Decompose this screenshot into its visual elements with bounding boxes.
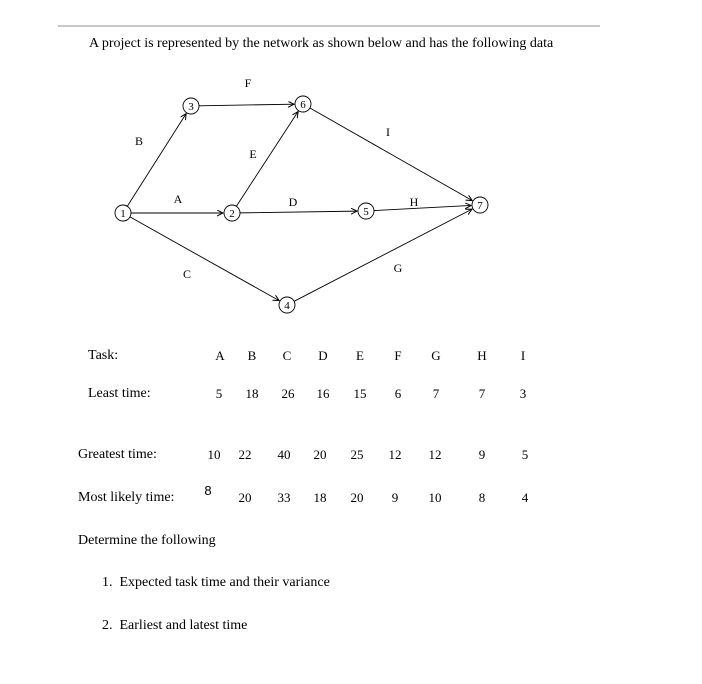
question-2-text: Earliest and latest time <box>119 618 248 633</box>
least-cell-g: 7 <box>432 386 440 401</box>
least-cell-c: 26 <box>281 386 295 401</box>
node-label-3: 3 <box>188 101 194 113</box>
edge-label-h: H <box>409 195 419 209</box>
task-row-label: Task: <box>88 348 119 363</box>
likely-cell-d: 18 <box>313 490 327 505</box>
greatest-cell-b: 22 <box>238 447 252 462</box>
edge-label-f: F <box>244 76 252 90</box>
question-1 <box>102 575 330 591</box>
tasks-cell-i: I <box>520 348 526 363</box>
node-4 <box>279 297 295 313</box>
edge-h <box>374 205 471 210</box>
tasks-cell-f: F <box>394 348 402 363</box>
greatest-cell-c: 40 <box>277 447 291 462</box>
edge-i <box>310 108 472 201</box>
tasks-cell-g: G <box>431 348 441 363</box>
edge-e <box>236 112 298 207</box>
network-diagram <box>0 0 702 330</box>
likely-cell-b: 20 <box>238 490 252 505</box>
edge-label-e: E <box>249 147 257 161</box>
greatest-cell-i: 5 <box>521 447 529 462</box>
edge-d <box>240 211 357 213</box>
tasks-cell-h: H <box>477 348 487 363</box>
greatest-row-label: Greatest time: <box>78 447 157 462</box>
node-6 <box>295 96 311 112</box>
greatest-cell-e: 25 <box>350 447 364 462</box>
edge-label-c: C <box>182 267 192 281</box>
edge-c <box>130 217 279 301</box>
greatest-cell-a: 10 <box>207 447 221 462</box>
likely-cell-g: 10 <box>428 490 442 505</box>
least-row-label: Least time: <box>88 386 151 401</box>
least-cell-d: 16 <box>316 386 330 401</box>
tasks-cell-d: D <box>318 348 328 363</box>
edge-g <box>294 209 472 301</box>
node-3 <box>183 98 199 114</box>
node-7 <box>472 197 488 213</box>
likely-cell-f: 9 <box>391 490 399 505</box>
likely-cell-i: 4 <box>521 490 529 505</box>
least-cell-e: 15 <box>353 386 367 401</box>
edge-f <box>199 104 294 106</box>
likely-cell-a: 8 <box>204 483 212 498</box>
least-cell-i: 3 <box>519 386 527 401</box>
greatest-cell-f: 12 <box>388 447 402 462</box>
edge-label-b: B <box>134 134 144 148</box>
edge-label-a: A <box>173 192 183 206</box>
node-label-7: 7 <box>477 200 483 212</box>
question-2-number: 2. <box>102 618 113 633</box>
node-label-6: 6 <box>300 99 306 111</box>
least-cell-f: 6 <box>394 386 402 401</box>
question-2 <box>102 618 247 634</box>
node-label-5: 5 <box>363 206 369 218</box>
node-5 <box>358 203 374 219</box>
greatest-cell-d: 20 <box>313 447 327 462</box>
node-2 <box>224 205 240 221</box>
least-cell-h: 7 <box>478 386 486 401</box>
determine-heading: Determine the following <box>78 533 216 548</box>
question-1-number: 1. <box>102 575 113 590</box>
question-1-text: Expected task time and their variance <box>119 575 330 590</box>
edge-label-i: I <box>386 125 390 139</box>
node-label-4: 4 <box>284 300 290 312</box>
least-cell-a: 5 <box>215 386 223 401</box>
least-cell-b: 18 <box>245 386 259 401</box>
node-label-1: 1 <box>120 208 126 220</box>
edge-label-d: D <box>288 195 298 209</box>
greatest-cell-h: 9 <box>478 447 486 462</box>
likely-row-label: Most likely time: <box>78 490 175 505</box>
tasks-cell-e: E <box>356 348 364 363</box>
node-label-2: 2 <box>229 208 235 220</box>
node-1 <box>115 205 131 221</box>
likely-cell-e: 20 <box>350 490 364 505</box>
likely-cell-h: 8 <box>478 490 486 505</box>
edge-label-g: G <box>393 261 403 275</box>
tasks-cell-a: A <box>215 348 225 363</box>
tasks-cell-c: C <box>282 348 292 363</box>
likely-cell-c: 33 <box>277 490 291 505</box>
intro-text: A project is represented by the network as shown below and has the following data <box>89 36 554 51</box>
tasks-cell-b: B <box>247 348 257 363</box>
greatest-cell-g: 12 <box>428 447 442 462</box>
